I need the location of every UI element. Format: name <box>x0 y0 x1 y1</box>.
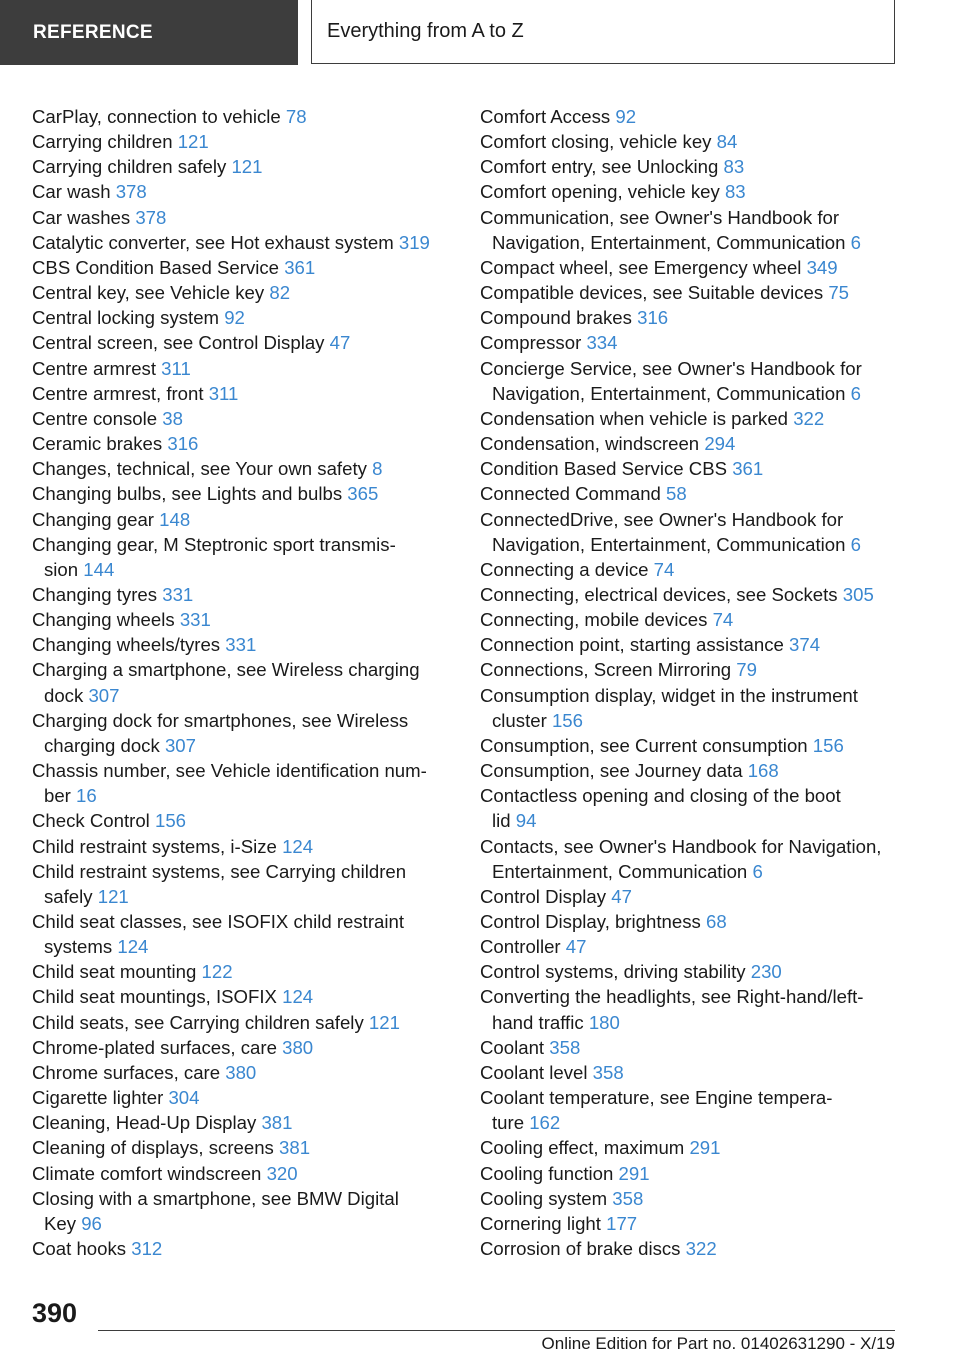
page-reference-link[interactable]: 84 <box>716 131 738 153</box>
page-reference-link[interactable]: 16 <box>76 785 97 807</box>
index-entry-text: Changing gear, M Steptronic sport transmis- <box>32 533 396 555</box>
page-reference-link[interactable]: 156 <box>154 810 187 832</box>
index-entry <box>32 1135 452 1160</box>
page-reference-link[interactable]: 316 <box>167 433 199 455</box>
index-entry-text: Centre armrest, front <box>32 382 204 404</box>
index-entry <box>32 129 452 154</box>
page-reference-link[interactable]: 316 <box>637 307 669 329</box>
index-entry <box>32 1161 452 1186</box>
page-reference-link[interactable]: 334 <box>586 332 618 354</box>
index-entry-text: Cooling system <box>480 1187 608 1209</box>
page-reference-link[interactable]: 6 <box>752 860 763 882</box>
index-entry-text: Cooling effect, maximum <box>480 1137 685 1159</box>
index-entry <box>480 1211 900 1236</box>
index-entry-text: Charging a smartphone, see Wireless charging <box>32 659 420 681</box>
index-entry <box>480 632 900 657</box>
page-reference-link[interactable]: 47 <box>565 936 587 958</box>
page-reference-link[interactable]: 180 <box>588 1011 620 1033</box>
index-entry <box>480 406 900 431</box>
index-entry <box>32 406 452 431</box>
index-entry <box>480 909 900 934</box>
index-entry <box>480 1060 900 1085</box>
index-entry-text: Connecting, electrical devices, see Sockets <box>480 583 838 605</box>
index-entry-text: Cleaning of displays, screens <box>32 1137 274 1159</box>
index-entry-text: hand traffic <box>492 1011 584 1033</box>
index-entry-text: Comfort Access <box>480 106 611 127</box>
index-entry <box>480 582 900 607</box>
index-entry-text: Centre console <box>32 407 158 429</box>
index-entry-text: Child seats, see Carrying children safely <box>32 1011 364 1033</box>
index-entry <box>32 305 452 330</box>
index-entry <box>32 607 452 632</box>
page-reference-link[interactable]: 331 <box>162 583 194 605</box>
index-entry-text: Changes, technical, see Your own safety <box>32 458 367 480</box>
index-entry <box>32 1186 452 1236</box>
index-entry-text: Cigarette lighter <box>32 1087 164 1109</box>
index-entry-text: Cornering light <box>480 1212 601 1234</box>
index-entry <box>32 330 452 355</box>
index-entry <box>480 733 900 758</box>
page-reference-link[interactable]: 365 <box>347 483 379 505</box>
index-entry-text: safely <box>44 885 93 907</box>
index-entry <box>480 507 900 557</box>
page-reference-link[interactable]: 307 <box>88 684 120 706</box>
page-reference-link[interactable]: 82 <box>269 282 291 304</box>
index-entry <box>32 1060 452 1085</box>
index-entry-text: Car wash <box>32 181 111 203</box>
index-entry-text: Child restraint systems, i-Size <box>32 835 277 857</box>
index-entry <box>32 255 452 280</box>
index-entry-text: Converting the headlights, see Right-hand/left- <box>480 986 864 1008</box>
page-reference-link[interactable]: 124 <box>117 936 149 958</box>
index-entry-text: charging dock <box>44 734 160 756</box>
index-entry-text: Carrying children <box>32 131 173 153</box>
page-reference-link[interactable]: 381 <box>261 1112 293 1134</box>
index-entry <box>480 431 900 456</box>
index-entry-text: Coolant temperature, see Engine tempera- <box>480 1087 833 1109</box>
index-column-right <box>480 104 900 1261</box>
page-reference-link[interactable]: 311 <box>161 357 191 379</box>
index-entry-text: Concierge Service, see Owner's Handbook for <box>480 357 862 379</box>
index-entry-text: Comfort opening, vehicle key <box>480 181 720 203</box>
index-entry-text: Connections, Screen Mirroring <box>480 659 732 681</box>
index-entry-text: Changing wheels <box>32 609 175 631</box>
index-entry-text: Compatible devices, see Suitable devices <box>480 282 824 304</box>
page-reference-link[interactable]: 358 <box>549 1036 581 1058</box>
page-reference-link[interactable]: 380 <box>282 1036 314 1058</box>
page-reference-link[interactable]: 361 <box>284 256 316 278</box>
index-entry-text: Check Control <box>32 810 150 832</box>
index-entry-text: Child seat mountings, ISOFIX <box>32 986 277 1008</box>
index-entry <box>32 154 452 179</box>
page-number: 390 <box>32 1298 78 1328</box>
index-entry <box>480 1186 900 1211</box>
index-entry <box>32 1035 452 1060</box>
page-reference-link[interactable]: 94 <box>515 810 537 832</box>
index-entry-text: ConnectedDrive, see Owner's Handbook for <box>480 508 844 530</box>
index-entry-text: CarPlay, connection to vehicle <box>32 106 281 127</box>
index-entry <box>32 582 452 607</box>
index-entry-text: Control Display <box>480 885 607 907</box>
index-entry-text: Control systems, driving stability <box>480 961 746 983</box>
index-entry-text: Carrying children safely <box>32 156 227 178</box>
index-entry <box>480 1035 900 1060</box>
page-reference-link[interactable]: 291 <box>689 1137 721 1159</box>
index-entry-text: Centre armrest <box>32 357 156 379</box>
index-entry <box>480 884 900 909</box>
index-entry-text: Consumption, see Journey data <box>480 760 743 782</box>
index-entry-text: Connecting, mobile devices <box>480 609 708 631</box>
index-entry <box>32 708 452 758</box>
index-entry-text: Coolant <box>480 1036 545 1058</box>
index-entry <box>32 808 452 833</box>
index-entry-text: Chrome surfaces, care <box>32 1061 221 1083</box>
section-label: REFERENCE <box>33 21 153 43</box>
page-reference-link[interactable]: 122 <box>201 961 233 983</box>
index-entry-text: Changing wheels/tyres <box>32 634 221 656</box>
index-entry <box>32 859 452 909</box>
index-entry-text: Cooling function <box>480 1162 614 1184</box>
index-entry-text: Entertainment, Communication <box>492 860 748 882</box>
page-reference-link[interactable]: 92 <box>615 106 637 127</box>
page-reference-link[interactable]: 79 <box>736 659 757 681</box>
index-entry-text: Charging dock for smartphones, see Wireless <box>32 709 409 731</box>
index-entry-text: Contactless opening and closing of the boot <box>480 785 841 807</box>
index-entry-text: Key <box>44 1212 77 1234</box>
index-entry-text: Chrome-plated surfaces, care <box>32 1036 277 1058</box>
index-entry-text: Comfort closing, vehicle key <box>480 131 712 153</box>
page-reference-link[interactable]: 38 <box>162 407 183 429</box>
index-entry <box>32 507 452 532</box>
index-entry-text: Navigation, Entertainment, Communication <box>492 231 846 253</box>
page-reference-link[interactable]: 156 <box>812 734 844 756</box>
index-entry-text: Condensation, windscreen <box>480 433 700 455</box>
index-entry <box>480 104 900 129</box>
index-entry-text: sion <box>44 558 79 580</box>
page-reference-link[interactable]: 6 <box>850 231 861 253</box>
index-entry <box>480 783 900 833</box>
index-entry-text: Consumption, see Current consumption <box>480 734 808 756</box>
index-entry <box>32 179 452 204</box>
page-reference-link[interactable]: 83 <box>723 156 745 178</box>
index-entry <box>32 834 452 859</box>
index-entry <box>480 1135 900 1160</box>
index-column-left <box>32 104 452 1261</box>
index-entry <box>32 481 452 506</box>
page-reference-link[interactable]: 312 <box>131 1238 163 1260</box>
page-reference-link[interactable]: 319 <box>398 231 430 253</box>
index-entry-text: Cleaning, Head-Up Display <box>32 1112 257 1134</box>
page-reference-link[interactable]: 144 <box>83 558 115 580</box>
index-entry-text: Changing gear <box>32 508 154 530</box>
page-reference-link[interactable]: 358 <box>612 1187 644 1209</box>
index-entry <box>480 129 900 154</box>
index-entry-text: lid <box>492 810 511 832</box>
page-reference-link[interactable]: 358 <box>592 1061 624 1083</box>
index-entry-text: Compact wheel, see Emergency wheel <box>480 256 802 278</box>
index-entry-text: Central key, see Vehicle key <box>32 282 265 304</box>
page-reference-link[interactable]: 121 <box>231 156 263 178</box>
page-reference-link[interactable]: 331 <box>179 609 211 631</box>
index-entry <box>32 456 452 481</box>
index-entry <box>32 959 452 984</box>
page-reference-link[interactable]: 92 <box>224 307 245 329</box>
index-entry <box>32 632 452 657</box>
index-entry-text: Central screen, see Control Display <box>32 332 325 354</box>
page-reference-link[interactable]: 381 <box>279 1137 311 1159</box>
page-reference-link[interactable]: 6 <box>850 533 861 555</box>
index-entry-text: Catalytic converter, see Hot exhaust system <box>32 231 394 253</box>
index-entry <box>480 758 900 783</box>
page-reference-link[interactable]: 311 <box>208 382 239 404</box>
index-entry <box>480 657 900 682</box>
index-entry <box>480 179 900 204</box>
index-entry <box>480 984 900 1034</box>
index-entry <box>32 909 452 959</box>
index-entry <box>480 959 900 984</box>
index-entry-text: ture <box>492 1112 525 1134</box>
page-reference-link[interactable]: 380 <box>225 1061 257 1083</box>
page-reference-link[interactable]: 83 <box>724 181 746 203</box>
index-entry-text: Control Display, brightness <box>480 911 701 932</box>
index-entry-text: Connecting a device <box>480 558 649 580</box>
index-entry-text: Chassis number, see Vehicle identification num- <box>32 760 427 782</box>
index-entry-text: Central locking system <box>32 307 220 329</box>
index-entry-text: Contacts, see Owner's Handbook for Navigation, <box>480 835 882 857</box>
index-entry-text: Condition Based Service CBS <box>480 458 728 480</box>
index-entry <box>480 356 900 406</box>
page-reference-link[interactable]: 156 <box>551 709 583 731</box>
page-reference-link[interactable]: 349 <box>806 256 838 278</box>
index-entry <box>32 532 452 582</box>
page-reference-link[interactable]: 74 <box>712 609 734 631</box>
index-entry-text: Coat hooks <box>32 1238 127 1260</box>
page-reference-link[interactable]: 124 <box>282 835 314 857</box>
index-entry-text: Navigation, Entertainment, Communication <box>492 382 846 404</box>
page-reference-link[interactable]: 361 <box>732 458 764 480</box>
index-entry-text: Connection point, starting assistance <box>480 634 784 656</box>
index-entry-text: Consumption display, widget in the instrument <box>480 684 858 706</box>
index-entry <box>480 607 900 632</box>
page-reference-link[interactable]: 96 <box>81 1212 102 1234</box>
page-reference-link[interactable]: 305 <box>842 583 874 605</box>
page-reference-link[interactable]: 121 <box>368 1011 400 1033</box>
page-reference-link[interactable]: 121 <box>97 885 129 907</box>
page-reference-link[interactable]: 148 <box>159 508 191 530</box>
page-reference-link[interactable]: 320 <box>266 1162 298 1184</box>
index-entry <box>480 154 900 179</box>
page-header <box>311 0 895 64</box>
index-entry-text: Changing bulbs, see Lights and bulbs <box>32 483 343 505</box>
index-entry-text: Coolant level <box>480 1061 588 1083</box>
index-entry-text: Condensation when vehicle is parked <box>480 407 789 429</box>
page-reference-link[interactable]: 294 <box>704 433 736 455</box>
index-entry <box>32 984 452 1009</box>
page-reference-link[interactable]: 121 <box>177 131 209 153</box>
page-reference-link[interactable]: 177 <box>606 1212 638 1234</box>
page-reference-link[interactable]: 304 <box>168 1087 200 1109</box>
page-reference-link[interactable]: 291 <box>618 1162 650 1184</box>
index-entry-text: Child restraint systems, see Carrying children <box>32 860 407 882</box>
index-entry <box>480 934 900 959</box>
index-entry <box>480 305 900 330</box>
page-reference-link[interactable]: 124 <box>282 986 314 1008</box>
page-reference-link[interactable]: 230 <box>750 961 782 983</box>
page-reference-link[interactable]: 322 <box>685 1238 717 1260</box>
page-reference-link[interactable]: 307 <box>164 734 196 756</box>
index-entry-text: Child seat classes, see ISOFIX child restraint <box>32 911 405 932</box>
page-reference-link[interactable]: 168 <box>747 760 779 782</box>
index-entry-text: Compound brakes <box>480 307 632 329</box>
index-entry <box>32 381 452 406</box>
page-reference-link[interactable]: 47 <box>611 885 632 907</box>
page-reference-link[interactable]: 8 <box>372 458 383 480</box>
index-entry <box>32 1085 452 1110</box>
index-entry-text: Connected Command <box>480 483 661 505</box>
index-entry <box>480 456 900 481</box>
index-entry <box>32 758 452 808</box>
index-entry <box>480 557 900 582</box>
index-entry <box>32 356 452 381</box>
index-entry <box>32 280 452 305</box>
footer-edition: Online Edition for Part no. 01402631290 - X/19 <box>541 1334 895 1353</box>
index-entry-text: dock <box>44 684 84 706</box>
index-entry-text: Navigation, Entertainment, Communication <box>492 533 846 555</box>
index-entry <box>32 1110 452 1135</box>
page-reference-link[interactable]: 331 <box>225 634 257 656</box>
footer-divider <box>98 1330 895 1331</box>
index-entry <box>480 280 900 305</box>
index-entry <box>480 255 900 280</box>
index-entry <box>32 104 452 129</box>
index-entry-text: Comfort entry, see Unlocking <box>480 156 719 178</box>
index-entry <box>480 1161 900 1186</box>
index-entry-text: Communication, see Owner's Handbook for <box>480 206 840 228</box>
index-entry <box>32 657 452 707</box>
index-entry <box>480 1236 900 1261</box>
index-entry-text: Compressor <box>480 332 582 354</box>
index-entry <box>480 1085 900 1135</box>
page-reference-link[interactable]: 322 <box>793 407 825 429</box>
page-reference-link[interactable]: 162 <box>529 1112 561 1134</box>
index-entry <box>32 205 452 230</box>
index-entry-text: Controller <box>480 936 561 958</box>
section-tab <box>0 0 298 65</box>
index-entry <box>480 683 900 733</box>
page-header-title: Everything from A to Z <box>327 20 524 42</box>
page-reference-link[interactable]: 6 <box>850 382 861 404</box>
index-entry <box>32 1010 452 1035</box>
index-entry <box>480 330 900 355</box>
index-entry <box>480 834 900 884</box>
index-entry-text: Closing with a smartphone, see BMW Digital <box>32 1187 399 1209</box>
index-entry-text: Child seat mounting <box>32 961 197 983</box>
index-entry <box>480 481 900 506</box>
index-entry-text: Climate comfort windscreen <box>32 1162 262 1184</box>
index-entry-text: Car washes <box>32 206 131 228</box>
index-entry <box>480 205 900 255</box>
index-entry <box>32 1236 452 1261</box>
index-entry-text: CBS Condition Based Service <box>32 256 280 278</box>
page-reference-link[interactable]: 378 <box>115 181 147 203</box>
index-entry-text: cluster <box>492 709 547 731</box>
page-reference-link[interactable]: 374 <box>789 634 821 656</box>
index-entry-text: Ceramic brakes <box>32 433 163 455</box>
page-reference-link[interactable]: 68 <box>705 911 727 932</box>
index-entry <box>32 230 452 255</box>
page-reference-link[interactable]: 378 <box>135 206 167 228</box>
page-reference-link[interactable]: 75 <box>828 282 849 304</box>
index-entry-text: Corrosion of brake discs <box>480 1238 681 1260</box>
page-reference-link[interactable]: 58 <box>666 483 687 505</box>
index-entry-text: ber <box>44 785 71 807</box>
page-reference-link[interactable]: 78 <box>285 106 307 127</box>
page-reference-link[interactable]: 74 <box>653 558 675 580</box>
index-entry-text: systems <box>44 936 113 958</box>
index-entry-text: Changing tyres <box>32 583 158 605</box>
page-reference-link[interactable]: 47 <box>329 332 351 354</box>
index-entry <box>32 431 452 456</box>
